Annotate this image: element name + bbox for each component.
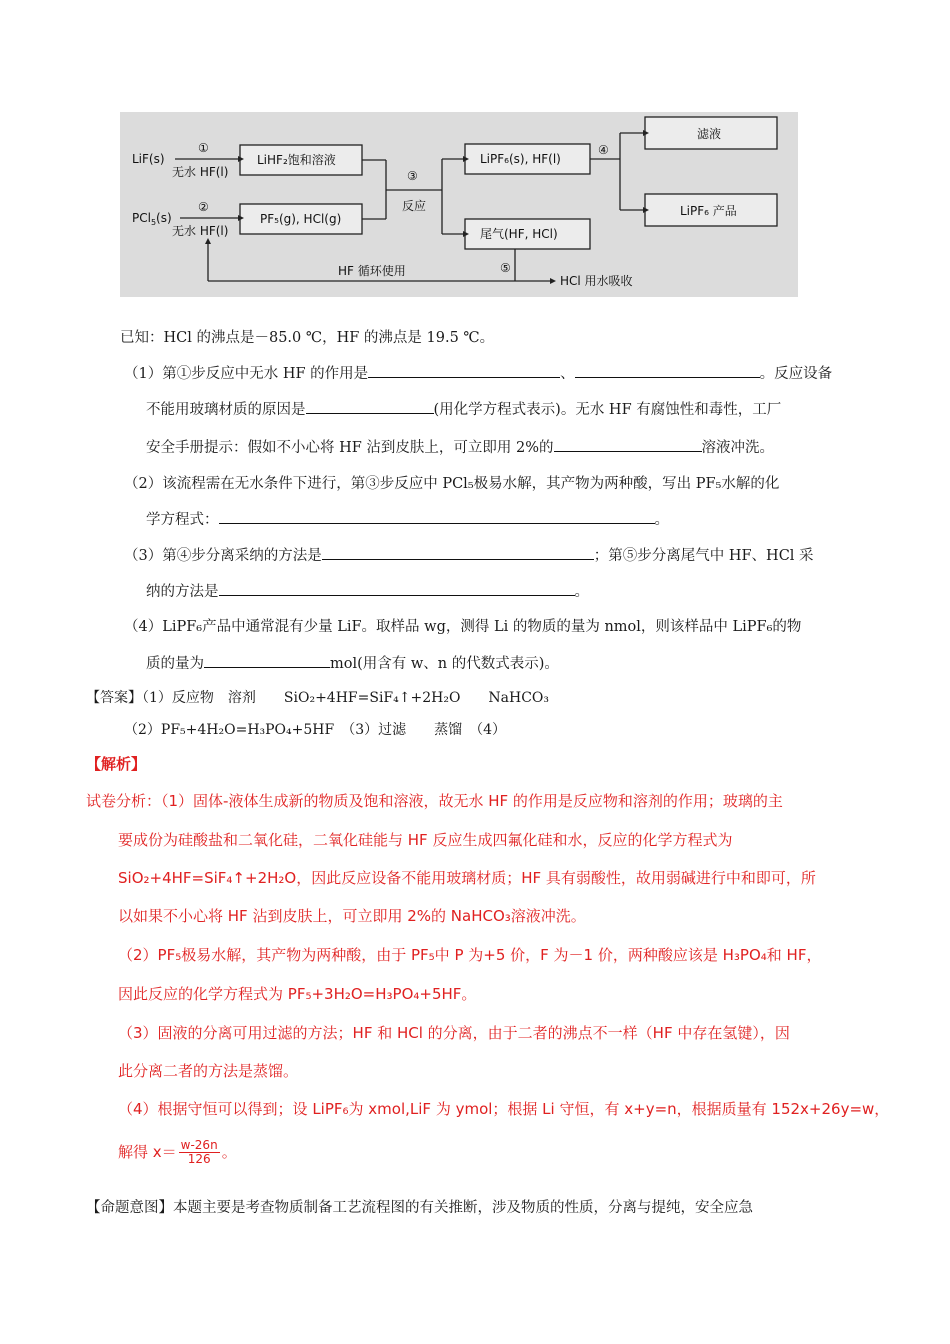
answer-line2: （2）PF₅+4H₂O=H₃PO₄+5HF （3）过滤 蒸馏 （4） xyxy=(124,722,507,738)
analysis-p1-line3: SiO₂+4HF=SiF₄↑+2H₂O，因此反应设备不能用玻璃材质；HF 具有弱酸性，故用弱碱进行中和即可，所 xyxy=(118,869,816,887)
q1-blank-4[interactable] xyxy=(554,437,702,452)
q2-blank[interactable] xyxy=(219,509,655,524)
fraction-numerator: w-26n xyxy=(180,1138,218,1152)
q1-text-a: （1）第①步反应中无水 HF 的作用是 xyxy=(124,366,369,382)
q3-blank-2[interactable] xyxy=(219,581,575,596)
q1-blank-3[interactable] xyxy=(306,399,434,414)
flow-diagram xyxy=(120,112,798,297)
flow-diagram-svg xyxy=(120,112,798,297)
q3-line2 xyxy=(146,581,589,602)
q1-text-d: 不能用玻璃材质的原因是 xyxy=(146,402,306,418)
reaction-label: 反应 xyxy=(402,199,427,213)
q4-blank[interactable] xyxy=(204,653,330,668)
q4-text-c: mol(用含有 w、n 的代数式表示)。 xyxy=(330,656,559,672)
answer-line1: 【答案】（1）反应物 溶剂 SiO₂+4HF=SiF₄↑+2H₂O NaHCO₃ xyxy=(86,690,550,706)
q1-text-c: 。反应设备 xyxy=(759,366,833,382)
analysis-p3-line1: （3）固液的分离可用过滤的方法；HF 和 HCl 的分离，由于二者的沸点不一样（HF 中存在氢键），因 xyxy=(118,1024,790,1042)
step4-label: ④ xyxy=(598,143,609,157)
solvent1-label: 无水 HF(l) xyxy=(172,165,229,179)
box-pf5-text: PF₅(g), HCl(g) xyxy=(260,212,342,226)
q1-text-f: 安全手册提示：假如不小心将 HF 沾到皮肤上，可立即用 2%的 xyxy=(146,440,554,456)
q3-text-c: 纳的方法是 xyxy=(146,584,219,600)
intent-line1: 【命题意图】本题主要是考查物质制备工艺流程图的有关推断，涉及物质的性质，分离与提纯，安全应急 xyxy=(86,1200,753,1216)
q3-text-b: ；第⑤步分离尾气中 HF、HCl 采 xyxy=(593,548,814,564)
analysis-p2-line2: 因此反应的化学方程式为 PF₅+3H₂O=H₃PO₄+5HF。 xyxy=(118,985,477,1003)
q1-line3 xyxy=(146,437,774,458)
analysis-p4-solve-text: 解得 x＝ xyxy=(118,1143,177,1161)
hcl-absorb-label: HCl 用水吸收 xyxy=(560,274,633,288)
recycle-label: HF 循环使用 xyxy=(338,264,406,278)
q4-text-b: 质的量为 xyxy=(146,656,204,672)
analysis-header: 【解析】 xyxy=(86,755,147,773)
q1-blank-2[interactable] xyxy=(575,363,760,378)
q4-line1: （4）LiPF₆产品中通常混有少量 LiF。取样品 wg，测得 Li 的物质的量为 nmol，则该样品中 LiPF₆的物 xyxy=(124,619,802,635)
q1-text-e: (用化学方程式表示)。无水 HF 有腐蚀性和毒性，工厂 xyxy=(433,402,782,418)
q2-line2 xyxy=(146,509,669,530)
q3-line1 xyxy=(124,545,814,566)
input-lif-label: LiF(s) xyxy=(132,152,165,166)
analysis-p4-line1: （4）根据守恒可以得到；设 LiPF₆为 xmol,LiF 为 ymol；根据 Li 守恒，有 x+y=n，根据质量有 152x+26y=w， xyxy=(118,1100,890,1118)
analysis-p4-line2 xyxy=(118,1132,237,1172)
known-line: 已知：HCl 的沸点是－85.0 ℃，HF 的沸点是 19.5 ℃。 xyxy=(120,330,495,346)
box-filtrate-text: 滤液 xyxy=(697,127,722,141)
q3-text-a: （3）第④步分离采纳的方法是 xyxy=(124,548,322,564)
step5-label: ⑤ xyxy=(500,261,511,275)
solvent2-label: 无水 HF(l) xyxy=(172,224,229,238)
analysis-p1-line4: 以如果不小心将 HF 沾到皮肤上，可立即用 2%的 NaHCO₃溶液冲洗。 xyxy=(118,907,586,925)
q1-blank-1[interactable] xyxy=(368,363,560,378)
answer-fraction xyxy=(179,1139,220,1166)
input-pcl-label: PCl$_5$(s) xyxy=(132,211,172,227)
fraction-denominator: 126 xyxy=(187,1152,211,1166)
q1-text-b: 、 xyxy=(560,366,575,382)
q1-line1 xyxy=(124,363,832,384)
analysis-p2-line1: （2）PF₅极易水解，其产物为两种酸，由于 PF₅中 P 为+5 价，F 为－1 价，两种酸应该是 H₃PO₄和 HF， xyxy=(118,946,822,964)
step1-label: ① xyxy=(198,141,209,155)
q4-line2 xyxy=(146,653,559,674)
q1-text-g: 溶液冲洗。 xyxy=(701,440,775,456)
q2-text-c: 。 xyxy=(654,512,669,528)
q1-line2 xyxy=(146,399,781,420)
q3-text-d: 。 xyxy=(574,584,589,600)
box-lihf2-text: LiHF₂饱和溶液 xyxy=(257,153,336,167)
q2-line1: （2）该流程需在无水条件下进行，第③步反应中 PCl₅极易水解，其产物为两种酸，写出 PF₅水解的化 xyxy=(124,476,780,492)
box-lipf6-hf-text: LiPF₆(s), HF(l) xyxy=(480,152,561,166)
analysis-p1-line1: 试卷分析：（1）固体-液体生成新的物质及饱和溶液，故无水 HF 的作用是反应物和溶剂的作用；玻璃的主 xyxy=(86,792,783,810)
step3-label: ③ xyxy=(407,169,418,183)
step2-label: ② xyxy=(198,200,209,214)
box-product-text: LiPF₆ 产品 xyxy=(680,204,737,218)
box-tailgas-text: 尾气(HF, HCl) xyxy=(480,227,558,241)
analysis-p4-end: 。 xyxy=(221,1143,237,1161)
analysis-p3-line2: 此分离二者的方法是蒸馏。 xyxy=(118,1062,299,1080)
q3-blank-1[interactable] xyxy=(322,545,594,560)
q2-text-b: 学方程式： xyxy=(146,512,219,528)
analysis-p1-line2: 要成份为硅酸盐和二氧化硅，二氧化硅能与 HF 反应生成四氟化硅和水，反应的化学方程式为 xyxy=(118,831,733,849)
